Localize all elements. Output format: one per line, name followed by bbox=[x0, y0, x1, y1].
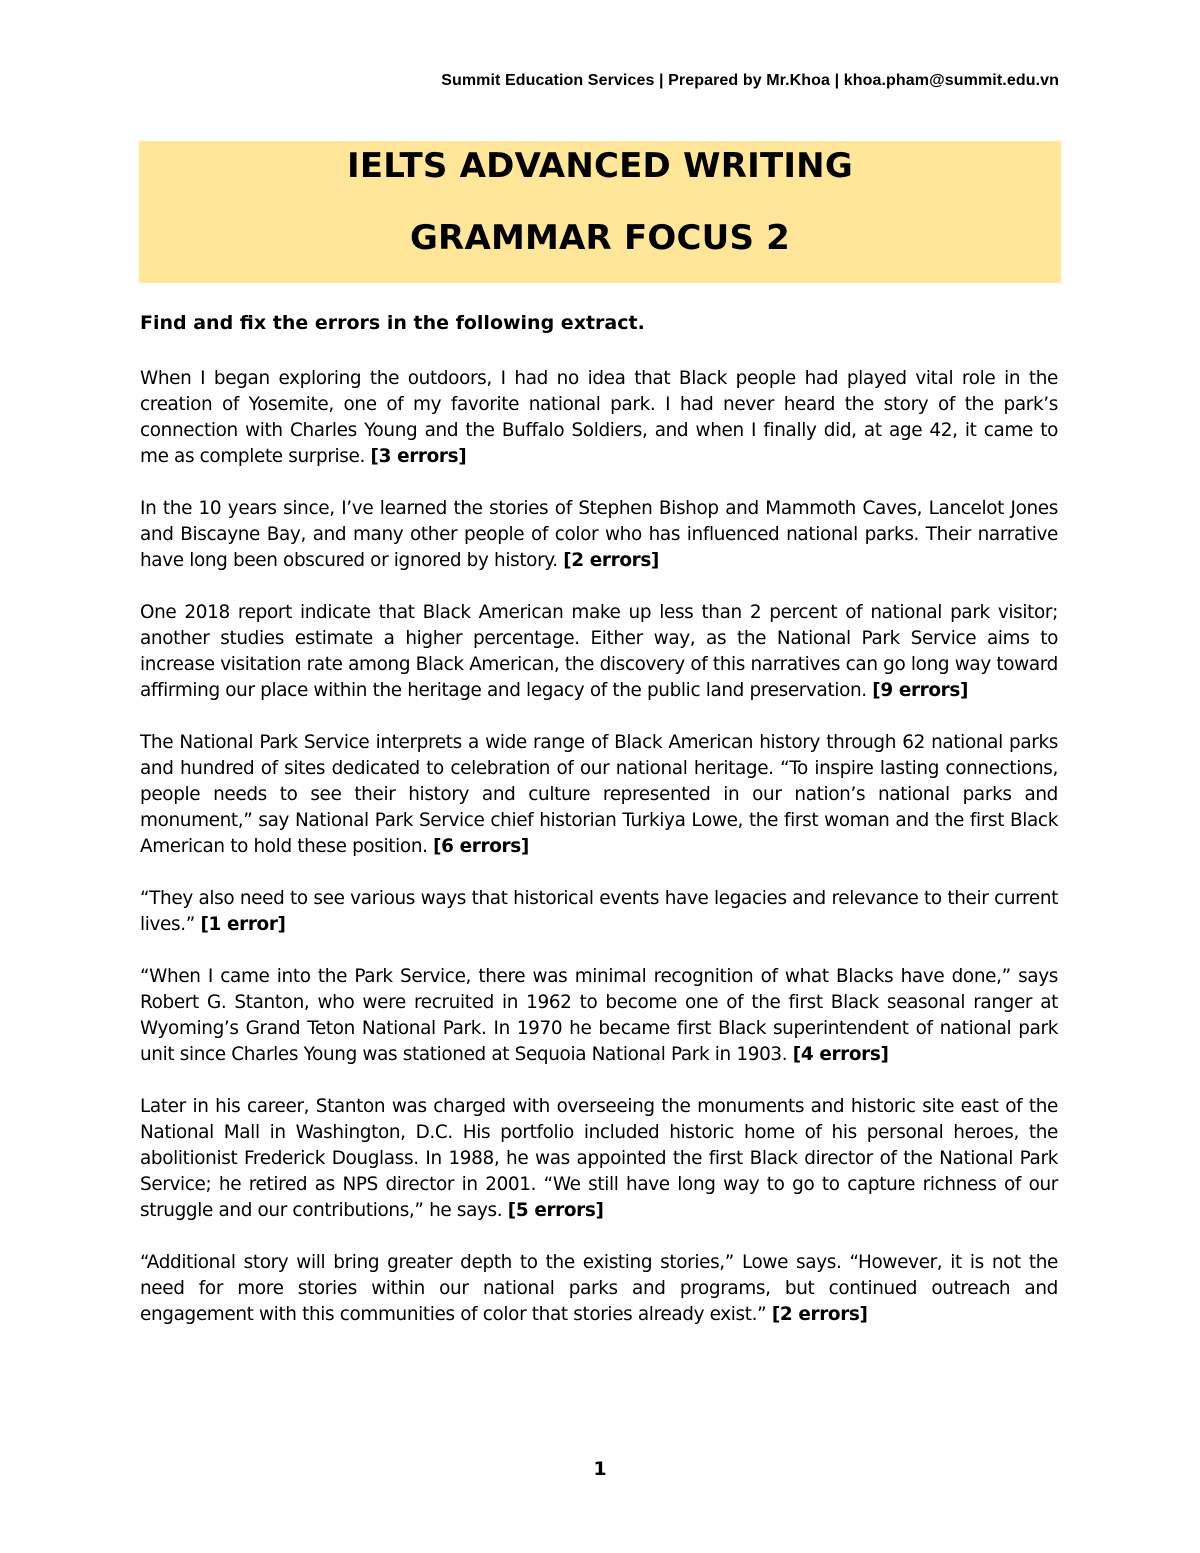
paragraph-text: “They also need to see various ways that historical events have legacies and relevance to their current lives.” bbox=[140, 888, 1058, 935]
extract-paragraph-2 bbox=[140, 496, 1058, 574]
error-count: [2 errors] bbox=[771, 1304, 868, 1325]
paragraph-text: One 2018 report indicate that Black American make up less than 2 percent of national park visitor; another studies estimate a higher percentage. Either way, as the National Park Service aims to increase visitation rate among Black American, the discovery of this narratives can go long way toward affirming our place within the heritage and legacy of the public land preservation. bbox=[140, 602, 1058, 701]
extract-paragraph-7 bbox=[140, 1094, 1058, 1224]
error-count: [6 errors] bbox=[433, 836, 529, 857]
exercise-extract bbox=[140, 366, 1058, 1354]
error-count: [4 errors] bbox=[792, 1044, 889, 1065]
error-count: [1 error] bbox=[200, 914, 286, 935]
error-count: [9 errors] bbox=[872, 680, 969, 701]
extract-paragraph-3 bbox=[140, 600, 1058, 704]
paragraph-text: Later in his career, Stanton was charged with overseeing the monuments and historic site east of the National Mall in Washington, D.C. His portfolio included historic home of his personal heroes, the abolitionist Frederick Douglass. In 1988, he was appointed the first Black director of the National Park Service; he retired as NPS director in 2001. “We still have long way to go to capture richness of our struggle and our contributions,” he says. bbox=[140, 1096, 1058, 1221]
page-number: 1 bbox=[593, 1458, 607, 1480]
error-count: [2 errors] bbox=[563, 550, 659, 571]
extract-paragraph-1 bbox=[140, 366, 1058, 470]
extract-paragraph-6 bbox=[140, 964, 1058, 1068]
extract-paragraph-4 bbox=[140, 730, 1058, 860]
extract-paragraph-8 bbox=[140, 1250, 1058, 1328]
paragraph-text: “Additional story will bring greater depth to the existing stories,” Lowe says. “However, it is not the need for more stories within our national parks and programs, but continued outreach and engagement with this communities of color that stories already exist.” bbox=[140, 1252, 1058, 1325]
exercise-instruction: Find and fix the errors in the following extract. bbox=[140, 312, 645, 334]
paragraph-text: “When I came into the Park Service, there was minimal recognition of what Blacks have done,” says Robert G. Stanton, who were recruited in 1962 to become one of the first Black seasonal ranger at Wyoming’s Grand Teton National Park. In 1970 he became first Black superintendent of national park unit since Charles Young was stationed at Sequoia National Park in 1903. bbox=[140, 966, 1058, 1065]
paragraph-text: In the 10 years since, I’ve learned the stories of Stephen Bishop and Mammoth Caves, Lancelot Jones and Biscayne Bay, and many other people of color who has influenced national parks. Their narrative have long been obscured or ignored by history. bbox=[140, 498, 1058, 571]
paragraph-text: When I began exploring the outdoors, I had no idea that Black people had played vital role in the creation of Yosemite, one of my favorite national park. I had never heard the story of the park’s connection with Charles Young and the Buffalo Soldiers, and when I finally did, at age 42, it came to me as complete surprise. bbox=[140, 368, 1058, 467]
page-header: Summit Education Services | Prepared by Mr.Khoa | khoa.pham@summit.edu.vn bbox=[441, 72, 1059, 89]
document-title bbox=[0, 146, 1200, 186]
extract-paragraph-5 bbox=[140, 886, 1058, 938]
document-subtitle bbox=[0, 218, 1200, 258]
paragraph-text: The National Park Service interprets a wide range of Black American history through 62 national parks and hundred of sites dedicated to celebration of our national heritage. “To inspire lasting connections, people needs to see their history and culture represented in our nation’s national parks and monument,” say National Park Service chief historian Turkiya Lowe, the first woman and the first Black American to hold these position. bbox=[140, 732, 1058, 857]
error-count: [5 errors] bbox=[507, 1200, 604, 1221]
error-count: [3 errors] bbox=[370, 446, 467, 467]
title-line-2: GRAMMAR FOCUS 2 bbox=[409, 218, 791, 258]
title-line-1: IELTS ADVANCED WRITING bbox=[347, 146, 853, 186]
